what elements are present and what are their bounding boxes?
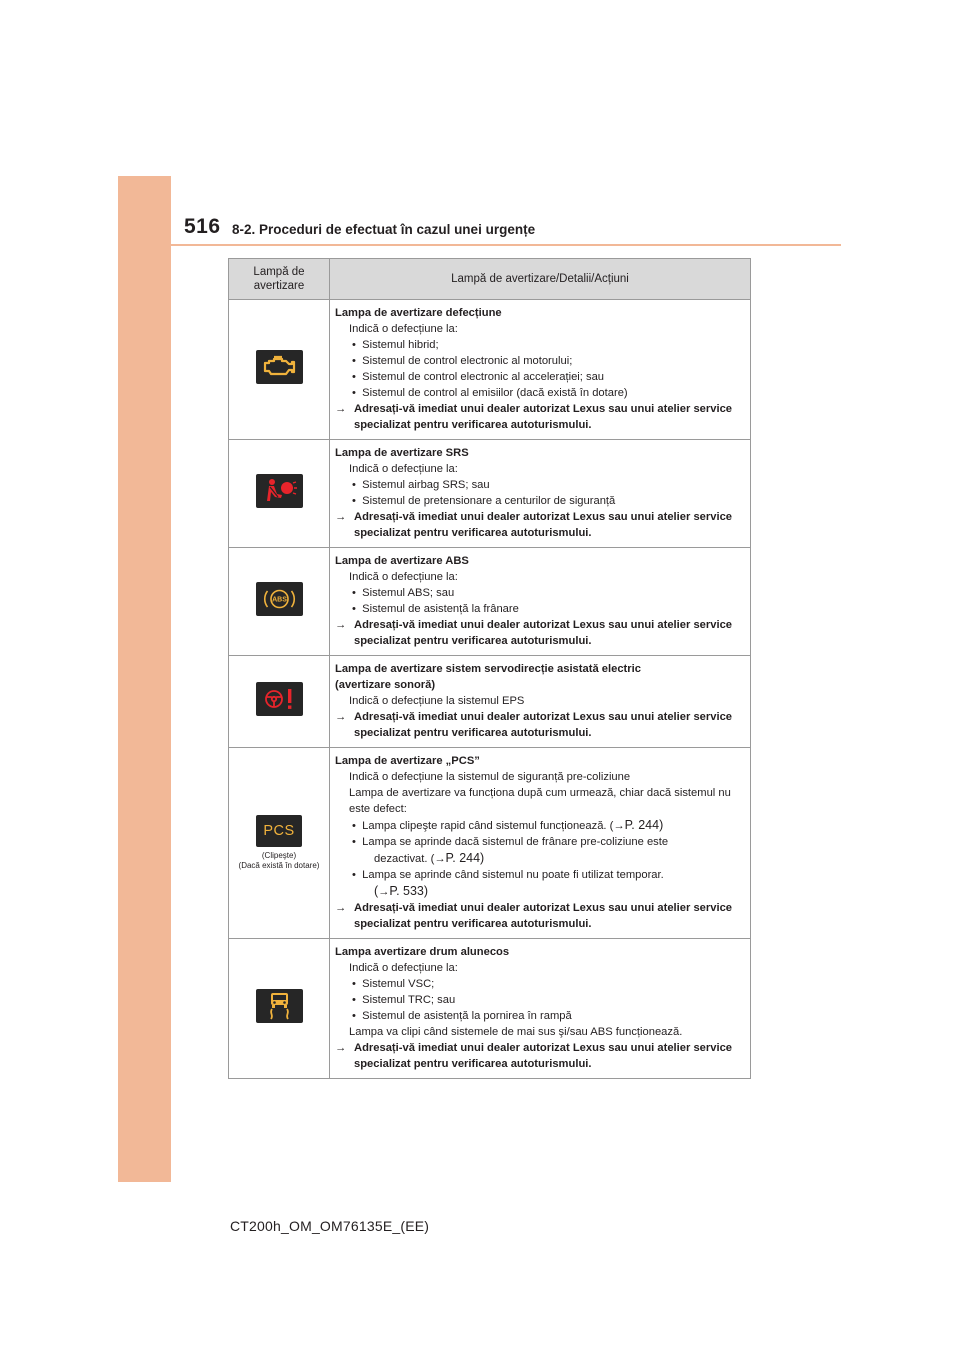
table-row [229,939,751,1079]
airbag-icon [256,474,303,508]
list-item: • Sistemul hibrid; [352,339,439,351]
lamp-intro: Indică o defecțiune la: [349,323,458,335]
lamp-intro: Indică o defecțiune la: [349,463,458,475]
arrow-icon: → [335,711,347,723]
list-item-cont: (→P. 533) [374,884,429,898]
list-item: • Lampa se aprinde dacă sistemul de frânare pre-coliziune este [352,836,669,848]
list-item: • Sistemul de asistență la pornirea în rampă [352,1010,572,1022]
page-number: 516 [184,215,221,238]
pcs-icon: PCS [256,815,302,847]
detail-cell [330,656,751,748]
action-text: → Adresați-vă imediat unui dealer autorizat Lexus sau unui atelier service specializat pentru verificarea autoturismului. [335,619,733,647]
list-item-cont: dezactivat. (→P. 244) [374,851,485,865]
arrow-icon: → [335,902,347,914]
abs-icon [256,582,303,616]
action-text: → Adresați-vă imediat unui dealer autorizat Lexus sau unui atelier service specializat pentru verificarea autoturismului. [335,1042,733,1070]
list-item: • Sistemul VSC; [352,978,435,990]
table-row [229,748,751,939]
lamp-title: Lampa de avertizare sistem servodirecție asistată electric [335,663,641,675]
section-title: 8-2. Proceduri de efectuat în cazul unei urgențe [232,222,536,237]
action-text: → Adresați-vă imediat unui dealer autorizat Lexus sau unui atelier service specializat pentru verificarea autoturismului. [335,902,733,930]
detail-cell [330,939,751,1079]
lamp-note: (Clipeşte) [261,851,297,860]
detail-cell [330,548,751,656]
action-text: → Adresați-vă imediat unui dealer autorizat Lexus sau unui atelier service specializat pentru verificarea autoturismului. [335,711,733,739]
table-row [229,548,751,656]
arrow-icon: → [434,853,446,865]
header-rule [171,244,841,246]
lamp-title: Lampa de avertizare ABS [335,555,469,567]
lamp-title-cont: (avertizare sonoră) [335,679,436,691]
lamp-cell [229,300,330,440]
engine-icon [256,350,303,384]
arrow-icon: → [335,619,347,631]
lamp-title: Lampa de avertizare „PCS” [335,755,480,767]
list-item: • Sistemul de control electronic al motorului; [352,355,573,367]
list-item: • Sistemul airbag SRS; sau [352,479,490,491]
lamp-note: (Dacă există în dotare) [238,861,320,870]
list-item: • Lampa clipeşte rapid când sistemul funcționează. (→P. 244) [352,818,664,832]
lamp-title: Lampa avertizare drum alunecos [335,946,510,958]
action-text: → Adresați-vă imediat unui dealer autorizat Lexus sau unui atelier service specializat pentru verificarea autoturismului. [335,403,733,431]
col-header-details: Lampă de avertizare/Detalii/Acțiuni [330,259,751,300]
arrow-icon: → [378,886,390,898]
page-reference: P. 244 [624,818,660,832]
detail-cell [330,440,751,548]
list-item: • Sistemul de pretensionare a centurilor de siguranță [352,495,616,507]
page-reference: P. 244 [445,851,481,865]
table-header-row [229,259,751,300]
footer-document-code: CT200h_OM_OM76135E_(EE) [230,1218,430,1234]
lamp-cell [229,548,330,656]
lamp-title: Lampa de avertizare SRS [335,447,469,459]
arrow-icon: → [613,820,625,832]
list-item: • Sistemul TRC; sau [352,994,456,1006]
side-tab-band [118,176,171,1182]
lamp-cell [229,656,330,748]
lamp-note-text: Lampa va clipi când sistemele de mai sus şi/sau ABS funcționează. [349,1026,683,1038]
table-row [229,440,751,548]
arrow-icon: → [335,1042,347,1054]
detail-cell [330,300,751,440]
table-row [229,300,751,440]
svg-text:ABS: ABS [271,596,287,604]
arrow-icon: → [335,511,347,523]
lamp-title: Lampa de avertizare defecțiune [335,307,502,319]
action-text: → Adresați-vă imediat unui dealer autorizat Lexus sau unui atelier service specializat pentru verificarea autoturismului. [335,511,733,539]
warning-lamp-table [228,258,751,1079]
lamp-intro: Indică o defecțiune la: [349,571,458,583]
lamp-cell [229,440,330,548]
lamp-intro: Indică o defecțiune la: [349,962,458,974]
lamp-intro-2: Lampa de avertizare va funcționa după cum urmează, chiar dacă sistemul nu este defect: [349,787,731,815]
steering-warning-icon [256,682,303,716]
col-header-lamp: Lampă de avertizare [229,259,330,300]
list-item: • Sistemul ABS; sau [352,587,455,599]
slip-indicator-icon [256,989,303,1023]
arrow-icon: → [335,403,347,415]
lamp-cell [229,939,330,1079]
detail-cell [330,748,751,939]
list-item: • Sistemul de asistență la frânare [352,603,519,615]
list-item: • Lampa se aprinde când sistemul nu poate fi utilizat temporar. [352,869,664,881]
list-item: • Sistemul de control electronic al accelerației; sau [352,371,605,383]
page-reference: P. 533 [389,884,424,898]
lamp-intro: Indică o defecțiune la sistemul EPS [349,695,525,707]
lamp-intro: Indică o defecțiune la sistemul de siguranță pre-coliziune [349,771,631,783]
lamp-cell [229,748,330,939]
table-row [229,656,751,748]
list-item: • Sistemul de control al emisiilor (dacă există în dotare) [352,387,628,399]
